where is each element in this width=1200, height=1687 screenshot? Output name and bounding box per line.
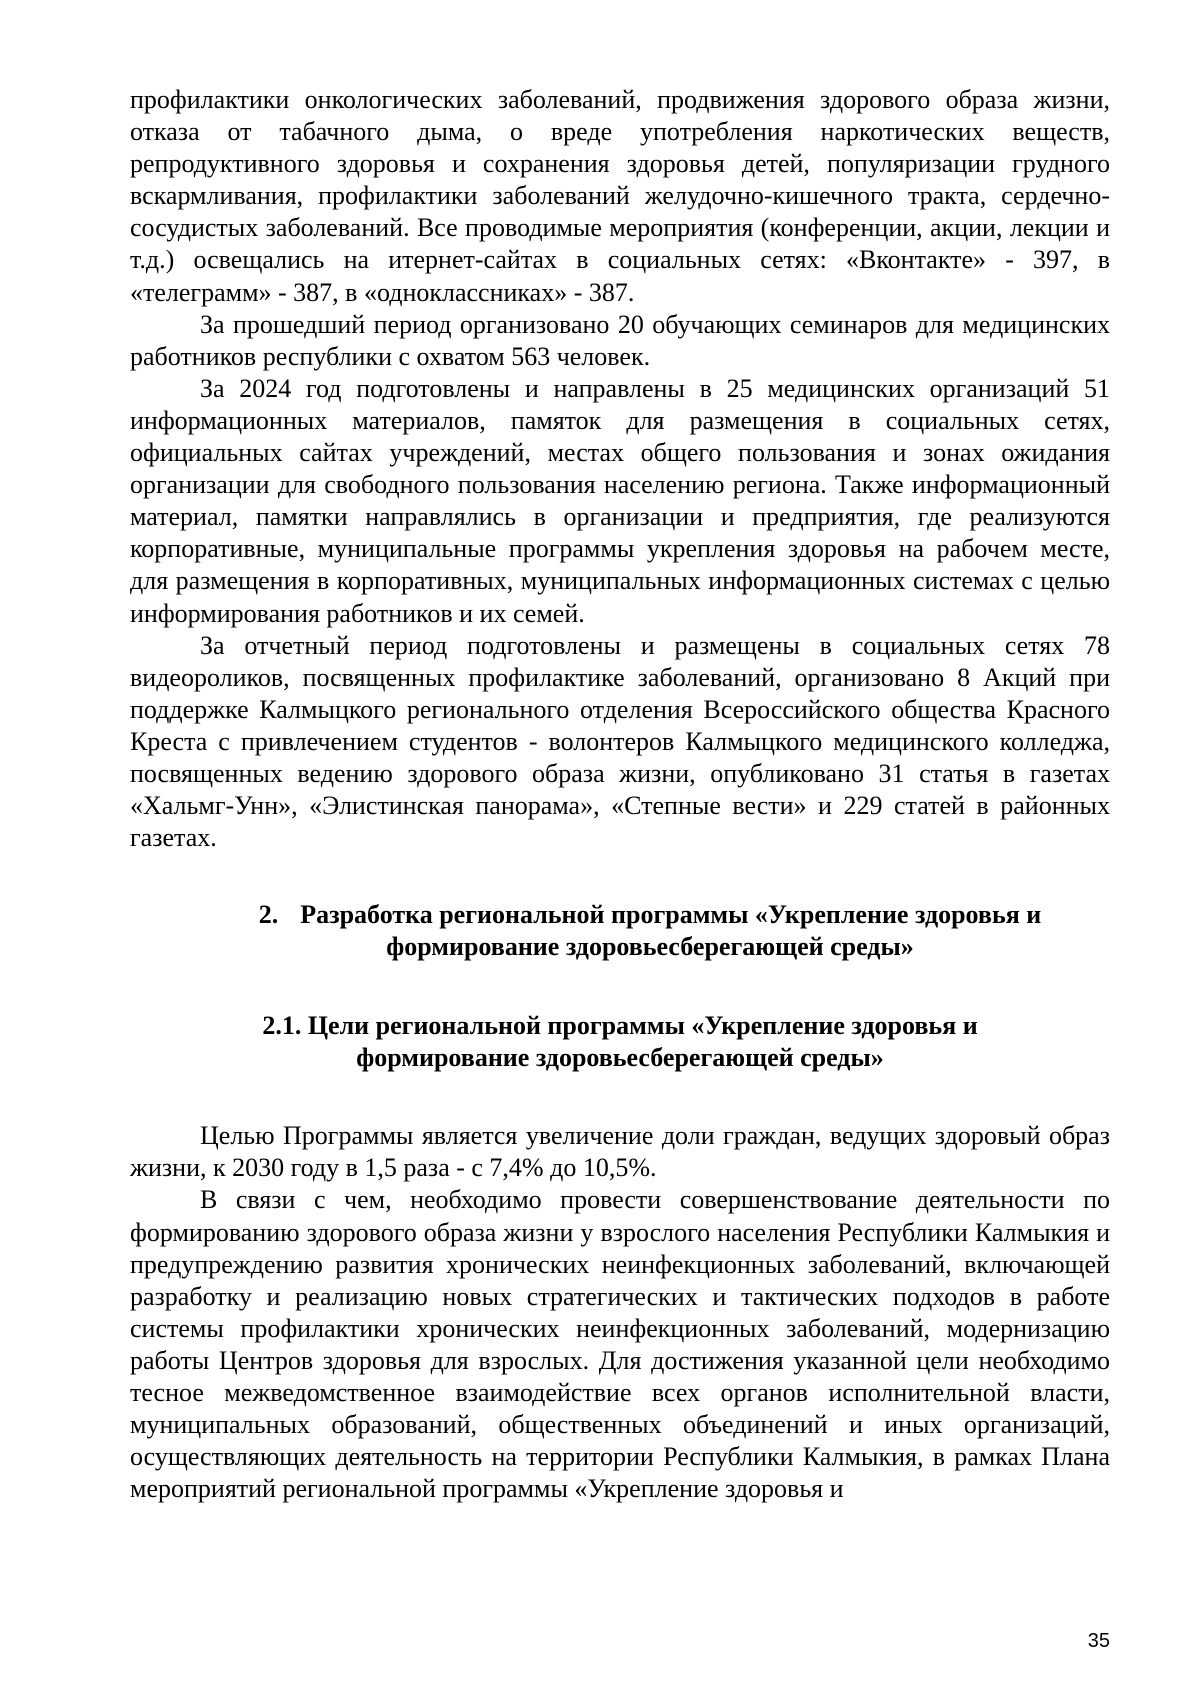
page-content (130, 84, 1110, 1505)
section-2-1-title-line2: формирование здоровьесберегающей среды» (356, 1043, 884, 1073)
paragraph-program-goal: Целью Программы является увеличение доли граждан, ведущих здоровый образ жизни, к 2030 году в 1,5 раза - с 7,4% до 10,5%. (130, 1121, 1110, 1183)
section-2-title-line1: Разработка региональной программы «Укрепление здоровья и (300, 900, 1042, 930)
paragraph-continued: профилактики онкологических заболеваний, продвижения здорового образа жизни, отказа от табачного дыма, о вреде употребления наркотических веществ, репродуктивного здоровья и сохранения здоровья детей, популяризации грудного вскармливания, профилактики заболеваний желудочно-кишечного тракта, сердечно-сосудистых заболеваний. Все проводимые мероприятия (конференции, акции, лекции и т.д.) освещались на итернет-сайтах в социальных сетях: «Вконтакте» - 397, в «телеграмм» - 387, в «одноклассниках» - 387. (130, 85, 1110, 307)
paragraph-info-materials: За 2024 год подготовлены и направлены в 25 медицинских организаций 51 информационных материалов, памяток для размещения в социальных сетях, официальных сайтах учреждений, местах общего пользования и зонах ожидания организации для свободного пользования населению региона. Также информационный материал, памятки направлялись в организации и предприятия, где реализуются корпоративные, муниципальные программы укрепления здоровья на рабочем месте, для размещения в корпоративных, муниципальных информационных системах с целью информирования работников и их семей. (130, 373, 1110, 628)
paragraph-videos: За отчетный период подготовлены и размещены в социальных сетях 78 видеороликов, посвященных профилактике заболеваний, организовано 8 Акций при поддержке Калмыцкого регионального отделения Всероссийского общества Красного Креста с привлечением студентов - волонтеров Калмыцкого медицинского колледжа, посвященных ведению здорового образа жизни, опубликовано 31 статья в газетах «Хальмг-Унн», «Элистинская панорама», «Степные вести» и 229 статей в районных газетах. (130, 630, 1110, 853)
paragraph-seminars: За прошедший период организовано 20 обучающих семинаров для медицинских работников республики с охватом 563 человек. (130, 309, 1110, 371)
section-2-1-title-line1: 2.1. Цели региональной программы «Укрепление здоровья и (262, 1011, 978, 1041)
section-2-number: 2. (258, 900, 279, 930)
section-2-title-line2: формирование здоровьесберегающей среды» (386, 932, 914, 962)
page-number: 35 (1087, 1630, 1110, 1652)
section-2-1-heading (130, 1010, 1110, 1074)
paragraph-improvement: В связи с чем, необходимо провести совершенствование деятельности по формированию здорового образа жизни у взрослого населения Республики Калмыкия и предупреждению развития хронических неинфекционных заболеваний, включающей разработку и реализацию новых стратегических и тактических подходов в работе системы профилактики хронических неинфекционных заболеваний, модернизацию работы Центров здоровья для взрослых. Для достижения указанной цели необходимо тесное межведомственное взаимодействие всех органов исполнительной власти, муниципальных образований, общественных объединений и иных организаций, осуществляющих деятельность на территории Республики Калмыкия, в рамках Плана мероприятий региональной программы «Укрепление здоровья и (130, 1185, 1110, 1504)
section-2-heading (130, 899, 1110, 963)
